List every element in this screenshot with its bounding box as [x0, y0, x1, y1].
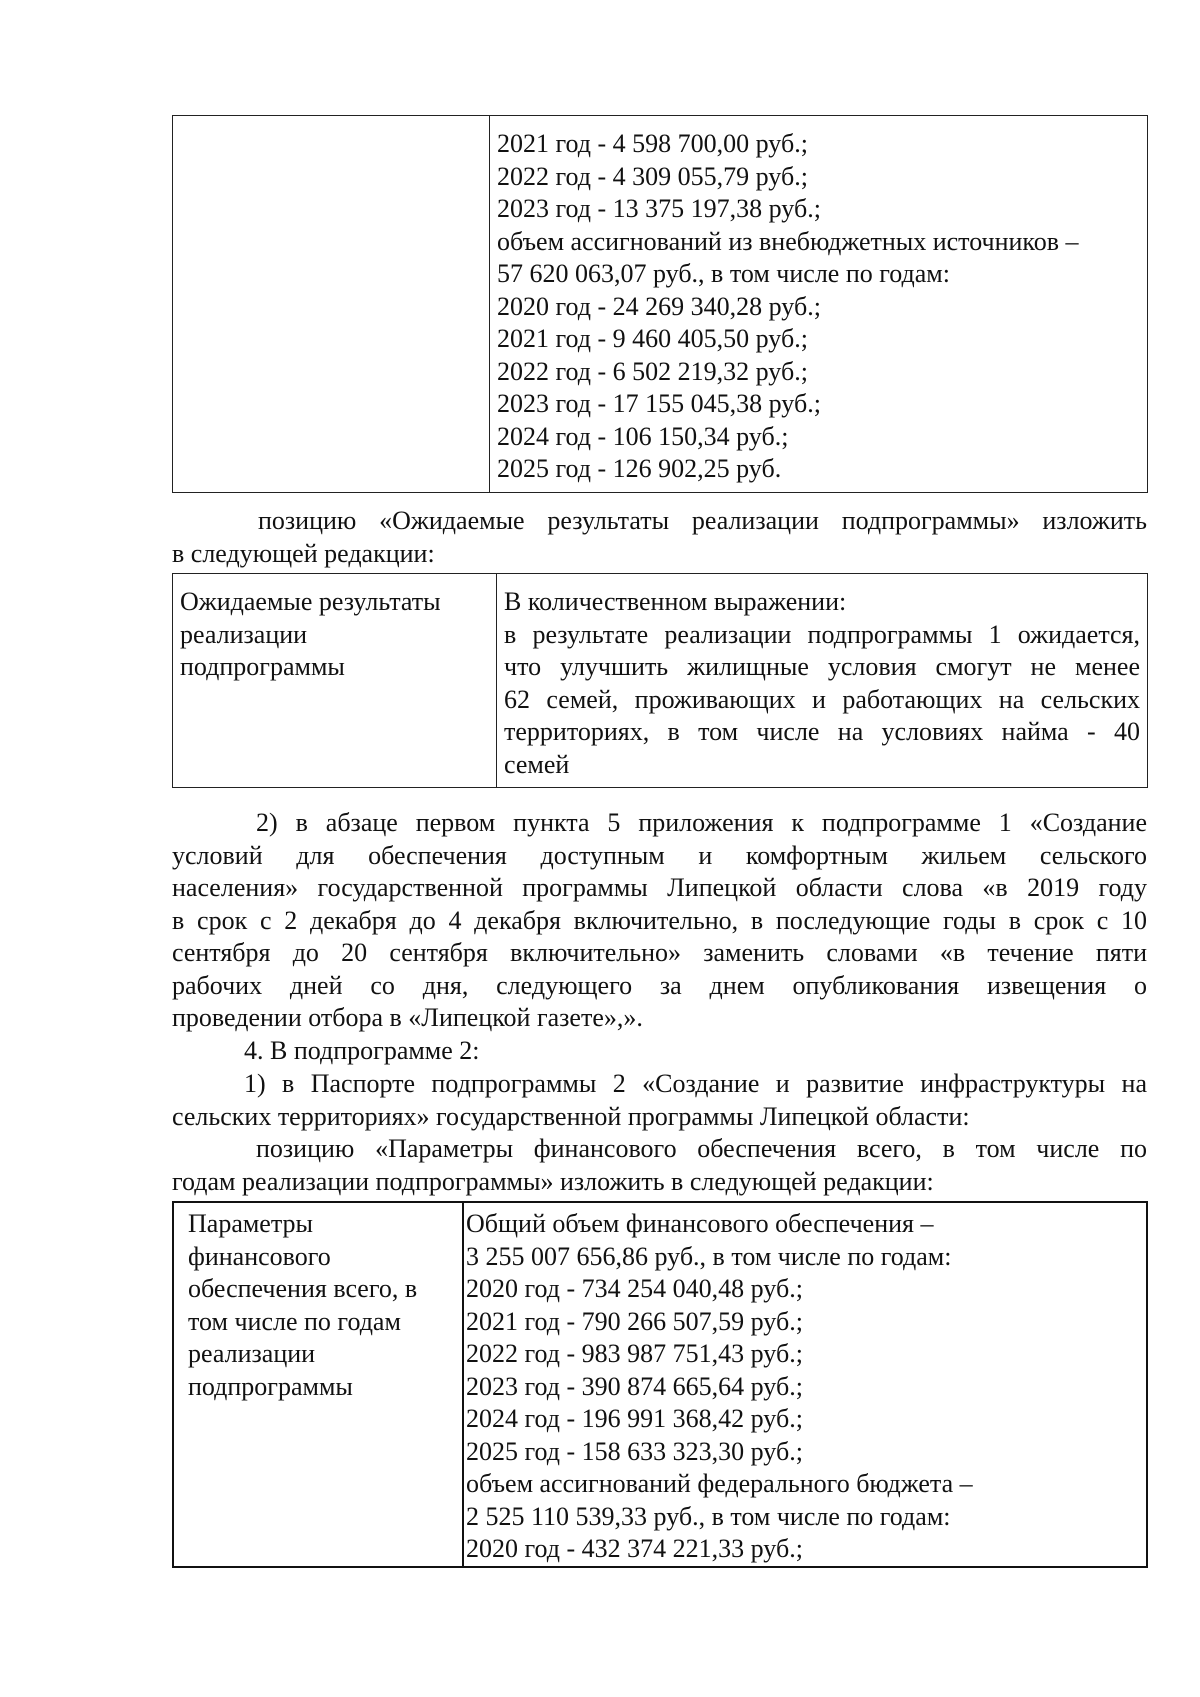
funding-line: 2025 год - 126 902,25 руб. [497, 454, 782, 483]
funding-continuation-table [172, 115, 1148, 493]
label-line: подпрограммы [180, 652, 345, 681]
funding-line: 2 525 110 539,33 руб., в том числе по годам: [466, 1501, 951, 1531]
funding-line: 2020 год - 432 374 221,33 руб.; [466, 1534, 803, 1563]
funding-line: 2021 год - 790 266 507,59 руб.; [466, 1306, 803, 1336]
funding-line: 2020 год - 734 254 040,48 руб.; [466, 1274, 803, 1303]
paragraph-line: 4. В подпрограмме 2: [244, 1036, 480, 1065]
funding-line: Общий объем финансового обеспечения – [466, 1209, 934, 1238]
funding-line: 2022 год - 4 309 055,79 руб.; [497, 161, 808, 191]
funding-line: 2023 год - 13 375 197,38 руб.; [497, 194, 821, 223]
funding-line: 57 620 063,07 руб., в том числе по годам: [497, 259, 950, 288]
funding-line: 2025 год - 158 633 323,30 руб.; [466, 1436, 803, 1466]
label-line: том числе по годам [188, 1306, 401, 1336]
value-line: семей [504, 749, 570, 779]
table-row [173, 574, 1148, 788]
paragraph-line: сельских территориях» государственной программы Липецкой области: [172, 1101, 970, 1131]
value-line: территориях, в том числе на условиях найма - 40 [504, 717, 1140, 746]
funding-line: 3 255 007 656,86 руб., в том числе по годам: [466, 1241, 952, 1271]
value-line: 62 семей, проживающих и работающих на сельских [504, 684, 1140, 714]
item-4 [172, 1035, 1147, 1068]
funding-line: 2022 год - 983 987 751,43 руб.; [466, 1339, 803, 1368]
label-line: обеспечения всего, в [188, 1274, 418, 1303]
paragraph-line: позицию «Параметры финансового обеспечения всего, в том числе по [256, 1134, 1147, 1163]
params-label-cell [173, 1202, 463, 1567]
label-line: финансового [188, 1241, 331, 1271]
value-line: В количественном выражении: [504, 587, 847, 616]
funding-line: 2023 год - 17 155 045,38 руб.; [497, 389, 821, 418]
financing-parameters-table [172, 1201, 1148, 1568]
paragraph-line: позицию «Ожидаемые результаты реализации подпрограммы» изложить [258, 506, 1147, 535]
passport-paragraph [172, 1068, 1147, 1133]
params-intro-paragraph [172, 1133, 1147, 1198]
funding-line: 2024 год - 196 991 368,42 руб.; [466, 1404, 803, 1433]
label-line: реализации [188, 1339, 316, 1368]
funding-line: 2022 год - 6 502 219,32 руб.; [497, 356, 808, 386]
label-line: Ожидаемые результаты [180, 587, 441, 616]
paragraph-line: годам реализации подпрограммы» изложить в следующей редакции: [172, 1166, 934, 1196]
results-label-cell [173, 574, 497, 788]
label-line: подпрограммы [188, 1371, 353, 1401]
paragraph-line: населения» государственной программы Липецкой области слова «в 2019 году [172, 873, 1147, 902]
funding-line: объем ассигнований федерального бюджета – [466, 1469, 973, 1498]
paragraph-line: в срок с 2 декабря до 4 декабря включительно, в последующие годы в срок с 10 [172, 905, 1147, 935]
value-line: что улучшить жилищные условия смогут не менее [504, 652, 1140, 681]
funding-line: 2023 год - 390 874 665,64 руб.; [466, 1371, 803, 1401]
value-line: в результате реализации подпрограммы 1 ожидается, [504, 619, 1140, 649]
label-line: реализации [180, 619, 308, 649]
table-row [173, 116, 1148, 493]
funding-line: 2024 год - 106 150,34 руб.; [497, 421, 789, 451]
paragraph-line: сентября до 20 сентября включительно» заменить словами «в течение пяти [172, 938, 1147, 967]
paragraph-line: рабочих дней со дня, следующего за днем опубликования извещения о [172, 970, 1147, 1000]
paragraph-line: условий для обеспечения доступным и комфортным жильем сельского [172, 840, 1147, 870]
paragraph-line: в следующей редакции: [172, 538, 435, 568]
funding-values-cell [490, 116, 1148, 493]
label-line: Параметры [188, 1209, 313, 1238]
paragraph-line: 1) в Паспорте подпрограммы 2 «Создание и развитие инфраструктуры на [244, 1069, 1147, 1098]
results-intro-paragraph [172, 505, 1147, 570]
paragraph-2 [172, 807, 1147, 1035]
paragraph-line: 2) в абзаце первом пункта 5 приложения к подпрограмме 1 «Создание [256, 808, 1147, 837]
funding-line: объем ассигнований из внебюджетных источников – [497, 226, 1079, 256]
expected-results-table [172, 573, 1148, 788]
table-row [173, 1202, 1147, 1567]
label-cell [173, 116, 490, 493]
funding-line: 2021 год - 4 598 700,00 руб.; [497, 129, 808, 158]
funding-line: 2021 год - 9 460 405,50 руб.; [497, 324, 808, 353]
results-value-cell [497, 574, 1148, 788]
paragraph-line: проведении отбора в «Липецкой газете»,». [172, 1003, 643, 1032]
funding-line: 2020 год - 24 269 340,28 руб.; [497, 291, 821, 321]
params-value-cell [463, 1202, 1147, 1567]
